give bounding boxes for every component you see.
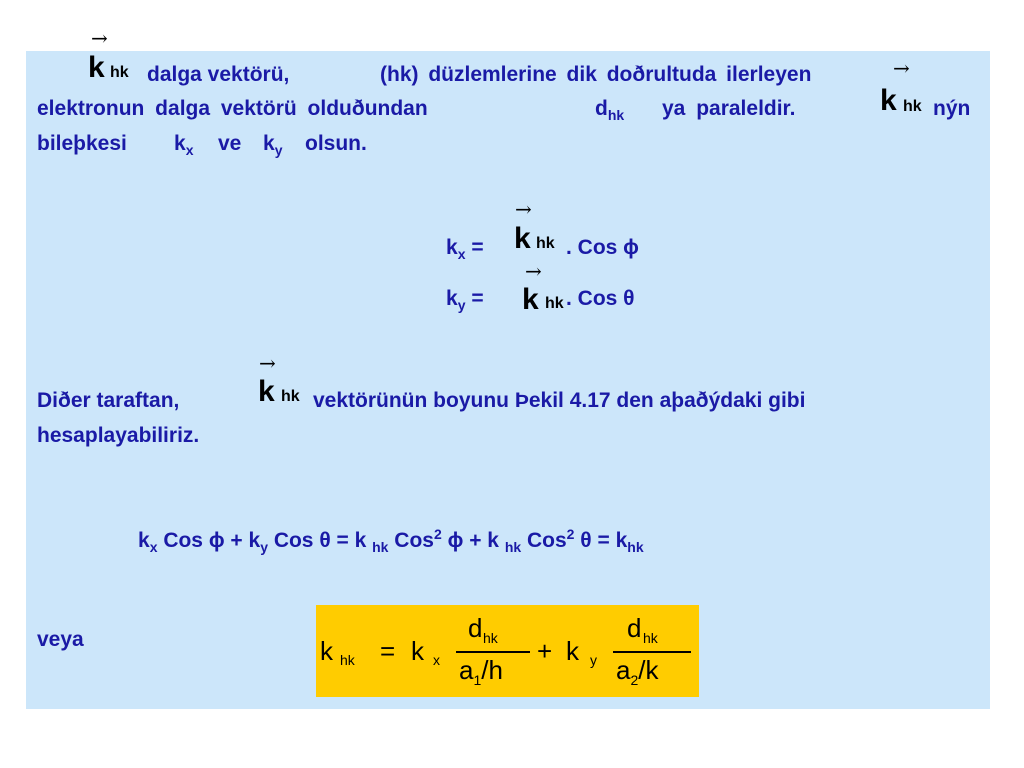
p1-ve: ve — [218, 132, 242, 155]
p2-text-c: hesaplayabiliriz. — [37, 424, 200, 447]
p1-text-c: elektronun dalga vektörü olduðundan — [37, 97, 428, 120]
p1-text-g: bileþkesi — [37, 132, 127, 155]
formula-equals: = — [380, 636, 396, 666]
vector-k: k — [258, 375, 275, 408]
p2-text-a: Diðer taraftan, — [37, 389, 180, 412]
p1-text-b: (hk) düzlemlerine dik doðrultuda ilerleyen — [380, 63, 812, 86]
p1-kx: $k_x$ — [174, 132, 194, 159]
vector-k: k — [522, 283, 539, 316]
p1-ky: $k_y$ — [263, 132, 283, 159]
p2-text-b: vektörünün boyunu Þekil 4.17 den aþaðýdaki gibi — [313, 389, 806, 412]
formula-num2-sub: hk — [643, 630, 658, 646]
formula-k: k — [320, 636, 333, 666]
formula-kx: k — [411, 636, 424, 666]
vector-arrow: → — [259, 351, 276, 375]
vector-k-subscript: hk — [545, 295, 564, 312]
veya-label: veya — [37, 628, 84, 651]
vector-k: k — [514, 222, 531, 255]
fraction-bar-2 — [613, 651, 691, 653]
fraction-bar-1 — [456, 651, 530, 653]
formula-k-sub: hk — [340, 652, 355, 668]
formula-den2: $a_2/k$ — [616, 655, 659, 689]
vector-k-subscript: hk — [281, 388, 300, 405]
formula-den1: $a_1/h$ — [459, 655, 503, 689]
p1-text-h: olsun. — [305, 132, 367, 155]
eq3: $k_x$ Cos $\phi + k_y$ Cos θ = k $_{hk}$ Cos$^2$ ϕ + k $_{hk}$ Cos$^2$ $\theta = k_{hk}$ — [138, 526, 644, 556]
eq2-lhs: $k_y$ = — [446, 287, 484, 314]
vector-k-subscript: hk — [536, 235, 555, 252]
formula-ky: k — [566, 636, 579, 666]
vector-arrow: → — [91, 26, 108, 50]
eq1-rhs: . Cos ϕ — [566, 236, 639, 259]
p1-text-a: dalga vektörü, — [147, 63, 290, 86]
vector-k-subscript: hk — [903, 98, 922, 115]
formula-num2: d — [627, 613, 642, 643]
p1-d: $d_{hk}$ — [595, 97, 625, 124]
eq2-rhs: . Cos θ — [566, 287, 635, 310]
p1-text-f: nýn — [933, 97, 971, 120]
formula-plus: + — [537, 636, 553, 666]
vector-arrow: → — [893, 56, 910, 80]
formula-num1-sub: hk — [483, 630, 498, 646]
formula-box — [316, 605, 699, 697]
formula-ky-sub: y — [590, 652, 597, 668]
vector-arrow: → — [525, 259, 542, 283]
vector-k: k — [88, 51, 105, 84]
formula-num1: d — [468, 613, 483, 643]
vector-k-subscript: hk — [110, 64, 129, 81]
vector-k: k — [880, 84, 897, 117]
eq1-lhs: $k_x$ = — [446, 236, 484, 263]
formula-kx-sub: x — [433, 652, 440, 668]
p1-text-e: ya paraleldir. — [662, 97, 796, 120]
vector-arrow: → — [515, 197, 532, 221]
